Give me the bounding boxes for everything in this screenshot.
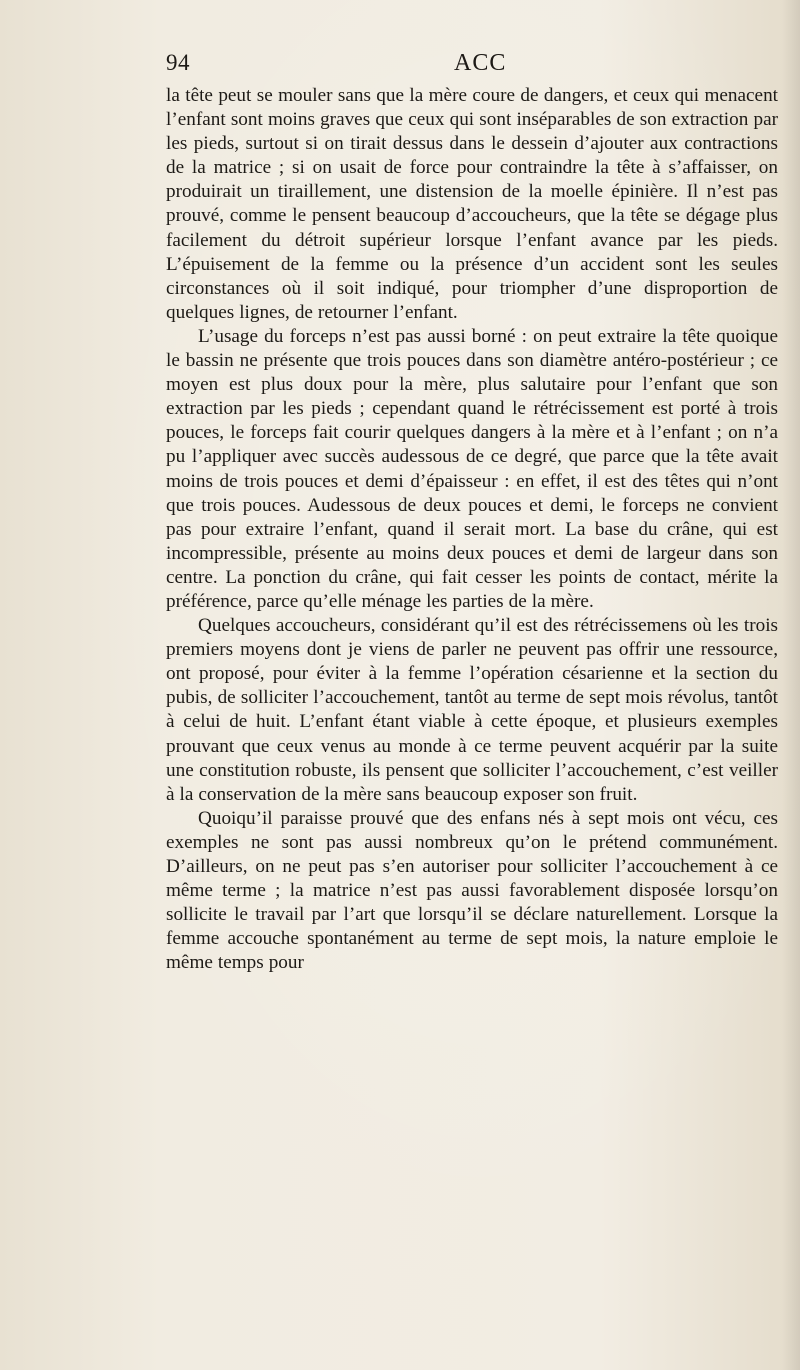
paragraph-3: Quelques accoucheurs, considérant qu’il est des rétrécissemens où les trois premiers moyens dont je viens de parler ne peuvent pas offrir une ressource, ont proposé, pour éviter à la femme l’opération césarienne et la section du pubis, de solliciter l’accouchement, tantôt au terme de sept mois révolus, tantôt à celui de huit. L’enfant étant viable à cette époque, et plusieurs exemples prouvant que ceux venus au monde à ce terme peuvent acquérir par la suite une constitution robuste, ils pensent que solliciter l’accouchement, c’est veiller à la conservation de la mère sans beaucoup exposer son fruit. <box>166 615 778 805</box>
paragraph-4: Quoiqu’il paraisse prouvé que des enfans nés à sept mois ont vécu, ces exemples ne sont pas aussi nombreux qu’on le prétend communément. D’ailleurs, on ne peut pas s’en autoriser pour solliciter l’accouchement à ce même terme ; la matrice n’est pas aussi favorablement disposée lorsqu’on sollicite le travail par l’art que lorsqu’il se déclare naturellement. Lorsque la femme accouche spontanément au terme de sept mois, la nature emploie le même temps pour <box>166 807 778 974</box>
page-header <box>166 50 756 84</box>
paragraph-1: la tête peut se mouler sans que la mère coure de dangers, et ceux qui menacent l’enfant sont moins graves que ceux qui sont inséparables de son extraction par les pieds, surtout si on tirait dessus dans le dessein d’ajouter aux contractions de la matrice ; si on usait de force pour contraindre la tête à s’affaisser, on produirait un tiraillement, une distension de la moelle épinière. Il n’est pas prouvé, comme le pensent beaucoup d’accoucheurs, que la tête se dégage plus facilement du détroit supérieur lorsque l’enfant avance par les pieds. L’épuisement de la femme ou la présence d’un accident sont les seules circonstances où il soit indiqué, pour triompher d’une disproportion de quelques lignes, de retourner l’enfant. <box>166 85 778 323</box>
running-head: ACC <box>454 50 507 76</box>
page-number: 94 <box>166 50 190 75</box>
main-text <box>166 84 778 975</box>
page-edge-shadow <box>782 0 800 1370</box>
paragraph-2: L’usage du forceps n’est pas aussi borné : on peut extraire la tête quoique le bassin ne présente que trois pouces dans son diamètre antéro-postérieur ; ce moyen est plus doux pour la mère, plus salutaire pour l’enfant que son extraction par les pieds ; cependant quand le rétrécissement est porté à trois pouces, le forceps fait courir quelques dangers à la mère et à l’enfant ; on n’a pu l’appliquer avec succès audessous de ce degré, que parce que la tête avait moins de trois pouces et demi d’épaisseur : en effet, il est des têtes qui n’ont que trois pouces. Audessous de deux pouces et demi, le forceps ne convient pas pour extraire l’enfant, quand il serait mort. La base du crâne, qui est incompressible, présente au moins deux pouces et demi de largeur dans son centre. La ponction du crâne, qui fait cesser les points de contact, mérite la préférence, parce qu’elle ménage les parties de la mère. <box>166 325 778 612</box>
